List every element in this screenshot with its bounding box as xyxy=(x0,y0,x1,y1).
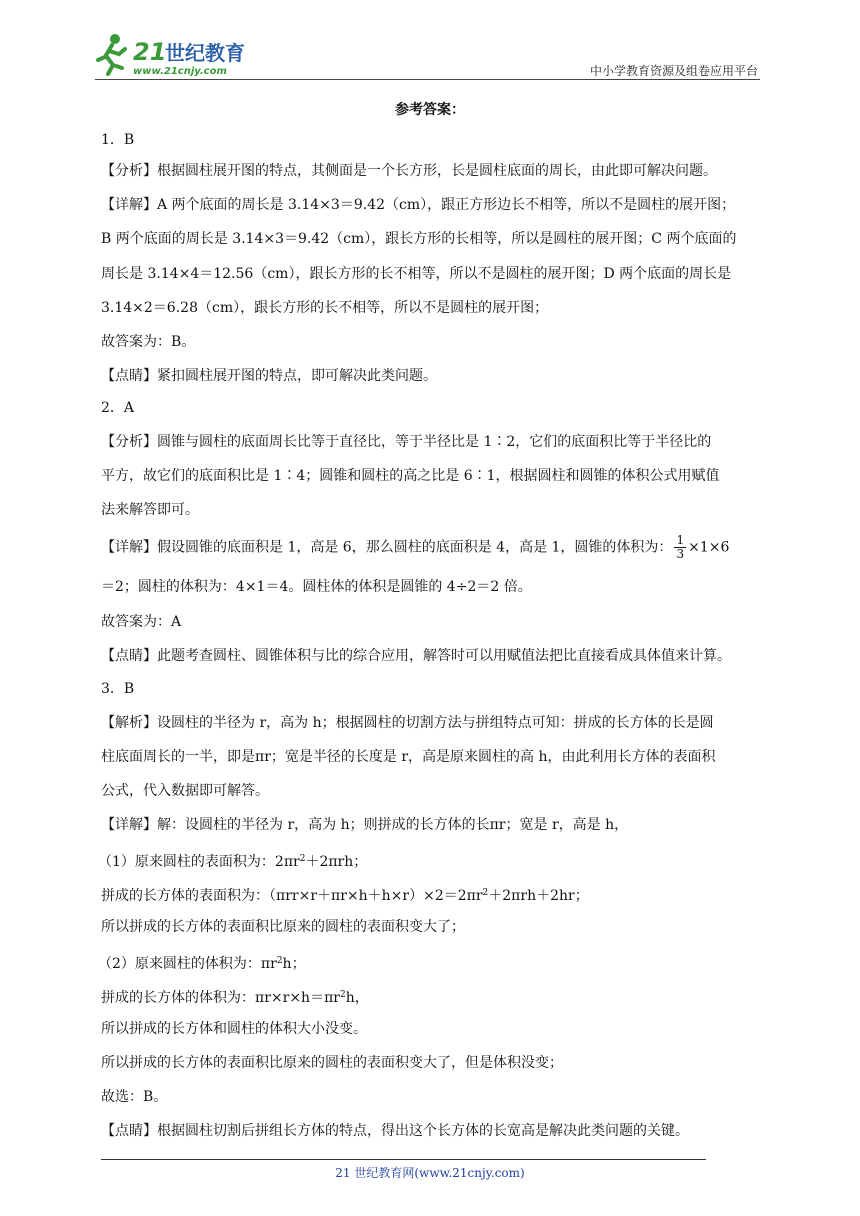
footer-divider xyxy=(101,1159,706,1160)
answer-1-conclusion: 故答案为：B。 xyxy=(101,334,196,350)
fraction-one-third xyxy=(674,534,686,561)
answer-3-volume-conclusion: 所以拼成的长方体和圆柱的体积大小没变。 xyxy=(101,1021,367,1037)
answer-1-detail-line4: 3.14×2＝6.28（cm），跟长方形的长不相等，所以不是圆柱的展开图； xyxy=(101,300,549,316)
answer-2-comment: 【点睛】此题考查圆柱、圆锥体积与比的综合应用，解答时可以用赋值法把比直接看成具体值来计算。 xyxy=(101,648,731,664)
superscript: 2 xyxy=(482,888,489,898)
answer-2-detail-line1 xyxy=(101,534,766,561)
page-header xyxy=(95,30,760,80)
answer-2-detail-tail: ×1×6 xyxy=(688,539,730,556)
answer-3-surface-conclusion: 所以拼成的长方体的表面积比原来的圆柱的表面积变大了； xyxy=(101,919,465,935)
answer-2-analysis-line2: 平方，故它们的底面积比是 1∶4；圆锥和圆柱的高之比是 6∶1，根据圆柱和圆锥的体积公式用赋值 xyxy=(101,468,720,484)
answer-3-comment: 【点睛】根据圆柱切割后拼组长方体的特点，得出这个长方体的长宽高是解决此类问题的关键。 xyxy=(101,1123,689,1139)
svg-text:世纪教育: 世纪教育 xyxy=(165,41,245,65)
answer-2-heading: 2．A xyxy=(101,400,135,416)
answer-1-analysis: 【分析】根据圆柱展开图的特点，其侧面是一个长方形，长是圆柱底面的周长，由此即可解决问题。 xyxy=(101,163,717,179)
answer-3-volume xyxy=(101,985,766,1008)
answer-3-solution-line1: 【解析】设圆柱的半径为 r，高为 h；根据圆柱的切割方法与拼组特点可知：拼成的长方体的长是圆 xyxy=(101,715,714,731)
answer-2-detail-line2: ＝2；圆柱的体积为：4×1＝4。圆柱体的体积是圆锥的 4÷2＝2 倍。 xyxy=(101,579,532,595)
answer-2-conclusion: 故答案为：A xyxy=(101,614,182,630)
answer-1-detail-line2: B 两个底面的周长是 3.14×3＝9.42（cm），跟长方形的长相等，所以是圆柱的展开图；C 两个底面的 xyxy=(101,231,737,247)
superscript: 2 xyxy=(339,990,346,1000)
site-logo xyxy=(95,30,265,78)
answer-3-step1 xyxy=(98,849,763,872)
answer-3-summary: 所以拼成的长方体的表面积比原来的圆柱的表面积变大了，但是体积没变； xyxy=(101,1055,563,1071)
answer-3-step2-tail: h； xyxy=(282,956,306,972)
answer-1-heading: 1．B xyxy=(101,132,135,148)
answer-3-detail-intro: 【详解】解：设圆柱的半径为 r，高为 h；则拼成的长方体的长πr；宽是 r，高是 h， xyxy=(101,817,629,833)
answer-3-surface-tail: ＋2πrh＋2hr； xyxy=(488,888,589,904)
answer-3-choice: 故选：B。 xyxy=(101,1089,168,1105)
answer-3-volume-tail: h， xyxy=(345,990,369,1006)
superscript: 2 xyxy=(299,854,306,864)
answer-3-solution-line3: 公式，代入数据即可解答。 xyxy=(101,783,269,799)
answer-2-analysis-line1: 【分析】圆锥与圆柱的底面周长比等于直径比，等于半径比是 1∶2，它们的底面积比等于半径比的 xyxy=(101,434,712,450)
answer-2-analysis-line3: 法来解答即可。 xyxy=(101,502,199,518)
svg-text:www.21cnjy.com: www.21cnjy.com xyxy=(133,66,227,77)
superscript: 2 xyxy=(276,956,283,966)
answer-3-volume-text: 拼成的长方体的体积为：πr×r×h＝πr xyxy=(101,990,340,1006)
answer-2-detail-text: 【详解】假设圆锥的底面积是 1，高是 6，那么圆柱的底面积是 4，高是 1，圆锥的体积为： xyxy=(101,539,673,556)
page-footer: 21 世纪教育网(www.21cnjy.com) xyxy=(335,1166,525,1180)
page-title: 参考答案： xyxy=(395,102,465,118)
answer-1-detail-line3: 周长是 3.14×4＝12.56（cm），跟长方形的长不相等，所以不是圆柱的展开图；D 两个底面的周长是 xyxy=(101,266,732,282)
svg-text:21: 21 xyxy=(133,38,167,66)
answer-3-solution-line2: 柱底面周长的一半，即是πr；宽是半径的长度是 r，高是原来圆柱的高 h，由此利用长方体的表面积 xyxy=(101,749,716,765)
header-divider xyxy=(95,79,760,80)
answer-1-detail-line1: 【详解】A 两个底面的周长是 3.14×3＝9.42（cm），跟正方形边长不相等，所以不是圆柱的展开图； xyxy=(101,197,736,213)
answer-3-step1-tail: ＋2πrh； xyxy=(305,854,368,870)
fraction-numerator: 1 xyxy=(676,533,685,547)
answer-3-step1-text: （1）原来圆柱的表面积为：2πr xyxy=(98,854,300,870)
answer-3-step2 xyxy=(98,951,763,974)
fraction-denominator: 3 xyxy=(676,547,685,561)
answer-3-step2-text: （2）原来圆柱的体积为：πr xyxy=(98,956,277,972)
answer-1-comment: 【点睛】紧扣圆柱展开图的特点，即可解决此类问题。 xyxy=(101,368,437,384)
answer-3-surface-area xyxy=(101,883,766,906)
platform-tagline: 中小学教育资源及组卷应用平台 xyxy=(589,64,758,78)
answer-3-heading: 3．B xyxy=(101,681,135,697)
answer-3-surface-text: 拼成的长方体的表面积为：（πrr×r＋πr×h＋h×r）×2＝2πr xyxy=(101,888,483,904)
